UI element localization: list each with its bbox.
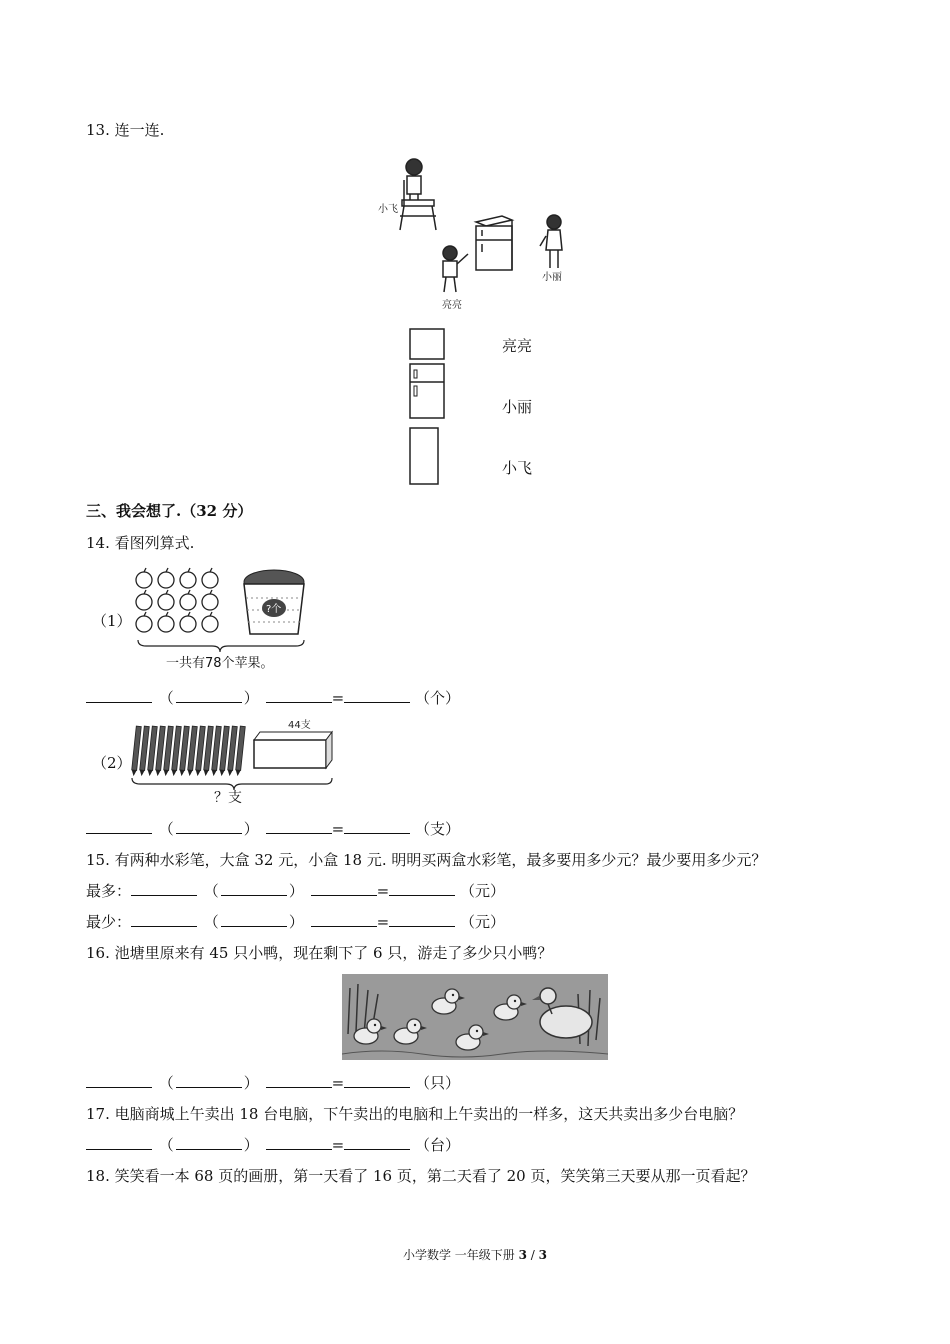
answer-blank[interactable] [176,820,242,834]
q14-p1-caption: 一共有78个苹果。 [166,656,274,671]
answer-blank[interactable] [344,820,410,834]
apple-icon [202,568,218,588]
q16-title: 16. 池塘里原来有 45 只小鸭，现在剩下了 6 只，游走了多少只小鸭？ [86,944,553,962]
q15-title: 15. 有两种水彩笔，大盒 32 元，小盒 18 元. 明明买两盒水彩笔，最多要用多少元？最少要用多少元？ [86,851,767,869]
answer-blank[interactable] [311,913,377,927]
q13-scene-figure [370,150,590,315]
q17-title: 17. 电脑商城上午卖出 18 台电脑，下午卖出的电脑和上午卖出的一样多，这天共卖出多少台电脑？ [86,1105,744,1123]
brace-shape [132,778,332,790]
footer-page-number: 3 [518,1248,527,1262]
answer-blank[interactable] [86,1074,152,1088]
q16-ducks-figure [342,974,608,1060]
basket-question-text: ?个 [266,604,282,615]
answer-blank[interactable] [131,882,197,896]
answer-blank[interactable] [266,820,332,834]
answer-blank[interactable] [389,913,455,927]
answer-blank[interactable] [86,820,152,834]
pencil-box-figure [254,732,332,768]
label-liangliang: 亮亮 [442,300,462,311]
label-xiaofei: 小飞 [378,204,398,215]
answer-blank[interactable] [176,689,242,703]
answer-blank[interactable] [176,1136,242,1150]
q13-title: 13. 连一连. [86,121,165,139]
unit-label: （元） [459,882,505,900]
answer-blank[interactable] [221,882,287,896]
footer-page-total: 3 [538,1248,548,1262]
box-count-text: 44支 [288,720,311,731]
answer-blank[interactable] [266,689,332,703]
q13-view-shapes [406,326,448,486]
answer-blank[interactable] [344,1136,410,1150]
view-square-shape [410,329,444,359]
apple-icon [136,590,152,610]
apple-icon [180,590,196,610]
refrigerator-figure [476,216,512,270]
answer-blank[interactable] [266,1074,332,1088]
q14-pencils-figure [126,716,336,810]
apple-icon [158,568,174,588]
answer-blank[interactable] [311,882,377,896]
q18-title: 18. 笑笑看一本 68 页的画册，第一天看了 16 页，第二天看了 20 页，笑笑第三天要从那一页看起？ [86,1167,756,1185]
view-fridge-shape [410,364,444,418]
answer-blank[interactable] [266,1136,332,1150]
xiaofei-figure [400,159,436,230]
unit-label: （元） [459,913,505,931]
footer-separator: / [530,1248,535,1262]
apple-icon [202,612,218,632]
apple-grid [136,568,218,632]
answer-blank[interactable] [176,1074,242,1088]
answer-blank[interactable] [344,1074,410,1088]
q15-most-row: 最多： （ ） = （元） [86,882,505,900]
answer-blank[interactable] [131,913,197,927]
q14-title: 14. 看图列算式. [86,534,195,552]
q14-p1-answer-row: （ ） = （个） [86,688,460,708]
unit-label: （台） [414,1136,460,1154]
apple-icon [180,612,196,632]
brace-shape [138,640,304,652]
q16-answer-row: （ ） = （只） [86,1073,460,1093]
apple-icon [136,568,152,588]
apple-icon [158,612,174,632]
footer-subject: 小学数学 一年级下册 [402,1248,515,1262]
apple-icon [202,590,218,610]
view-tall-rect-shape [410,428,438,484]
section-3-title: 三、我会想了.（32 分） [86,502,253,520]
answer-blank[interactable] [86,1136,152,1150]
apple-icon [180,568,196,588]
q17-answer-row: （ ） = （台） [86,1135,460,1155]
answer-blank[interactable] [389,882,455,896]
q14-p2-label: （2） [92,754,132,772]
pencil-group [131,726,245,776]
basket-figure [244,570,304,634]
apple-icon [136,612,152,632]
q13-option-2: 小飞 [502,459,533,477]
q14-p2-caption: ？支 [214,790,242,806]
unit-label: （个） [414,689,460,707]
q13-option-1: 小丽 [502,398,533,416]
label-xiaoli: 小丽 [542,272,562,283]
unit-label: （只） [414,1074,460,1092]
xiaoli-figure [540,215,562,268]
page-footer [0,1246,950,1263]
liangliang-figure [443,246,468,292]
apple-icon [158,590,174,610]
q14-p2-answer-row: （ ） = （支） [86,819,460,839]
q14-apples-figure [126,560,316,675]
q15-least-row: 最少： （ ） = （元） [86,913,505,931]
q14-p1-label: （1） [92,612,132,630]
answer-blank[interactable] [86,689,152,703]
q13-option-0: 亮亮 [502,337,533,355]
answer-blank[interactable] [344,689,410,703]
unit-label: （支） [414,820,460,838]
answer-blank[interactable] [221,913,287,927]
